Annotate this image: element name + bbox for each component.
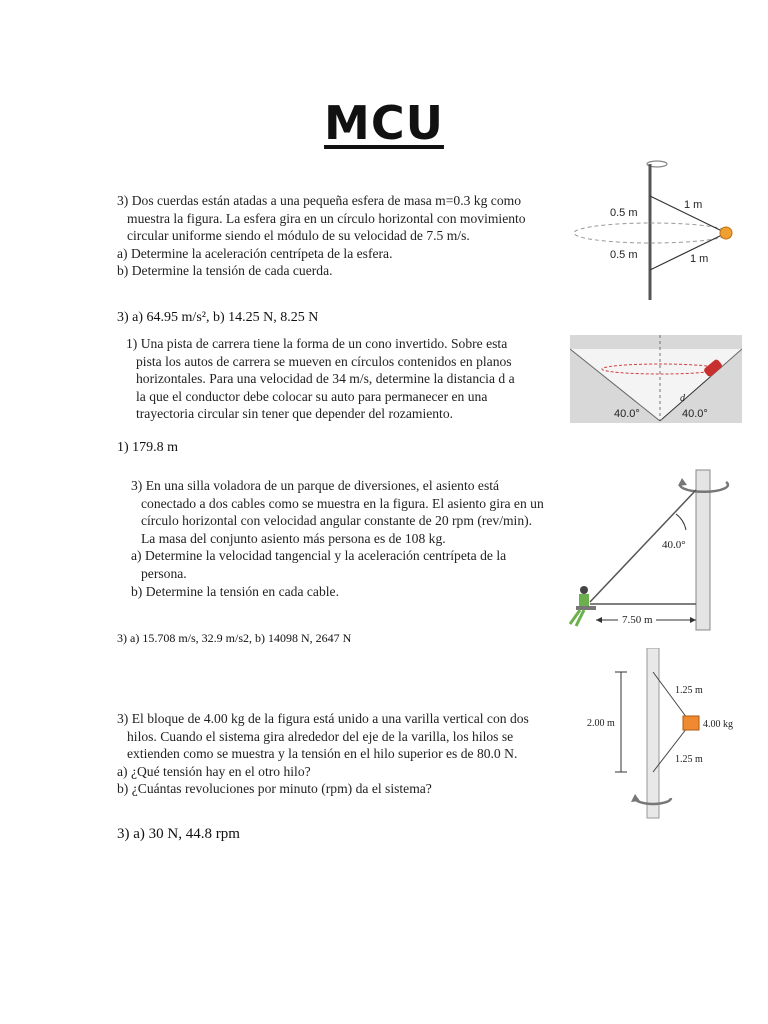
- vertical-rod: [647, 648, 659, 818]
- problem-1-answer: 3) a) 64.95 m/s², b) 14.25 N, 8.25 N: [117, 310, 319, 325]
- label-bottom-rope: 1 m: [690, 253, 709, 265]
- problem-2-statement: [126, 335, 566, 423]
- seated-person-icon: [570, 586, 596, 626]
- statement-line: 3) En una silla voladora de un parque de diversiones, el asiento está: [131, 478, 500, 493]
- label-angle-right: 40.0°: [682, 408, 708, 420]
- statement-line: horizontales. Para una velocidad de 34 m/s, determine la distancia d a: [136, 371, 515, 387]
- problem-2-answer: 1) 179.8 m: [117, 440, 179, 455]
- statement-line: hilos. Cuando el sistema gira alrededor del eje de la varilla, los hilos se: [127, 728, 514, 744]
- rotation-arrowhead-icon: [631, 794, 640, 802]
- problem-1-statement: [117, 192, 572, 280]
- bottom-rope: [650, 234, 724, 270]
- statement-line: a) ¿Qué tensión hay en el otro hilo?: [117, 763, 311, 779]
- arrowhead-right-icon: [690, 617, 696, 623]
- statement-line: extienden como se muestra y la tensión en el hilo superior es de 80.0 N.: [127, 746, 518, 762]
- statement-line: conectado a dos cables como se muestra en la figura. El asiento gira en un: [141, 495, 544, 511]
- problem-4-answer: 3) a) 30 N, 44.8 rpm: [117, 826, 240, 842]
- statement-line: muestra la figura. La esfera gira en un círculo horizontal con movimiento: [127, 210, 526, 226]
- statement-line: b) Determine la tensión de cada cuerda.: [117, 263, 333, 279]
- label-height: 2.00 m: [587, 718, 615, 729]
- statement-line: persona.: [141, 565, 187, 581]
- problem-3-figure: [560, 466, 740, 632]
- problem-4-figure: [585, 648, 745, 820]
- rotation-arrowhead-icon: [678, 478, 687, 486]
- label-bottom-string: 1.25 m: [675, 754, 703, 765]
- orbit-circle: [574, 223, 730, 243]
- statement-line: 1) Una pista de carrera tiene la forma de un cono invertido. Sobre esta: [126, 336, 508, 351]
- label-angle: 40.0°: [662, 539, 686, 551]
- label-angle-left: 40.0°: [614, 408, 640, 420]
- problem-2-figure: [570, 335, 742, 423]
- statement-line: b) ¿Cuántas revoluciones por minuto (rpm) da el sistema?: [117, 781, 432, 797]
- problem-3-answer: 3) a) 15.708 m/s, 32.9 m/s2, b) 14098 N, 2647 N: [117, 631, 352, 645]
- label-distance: 7.50 m: [622, 614, 653, 626]
- arrowhead-left-icon: [596, 617, 602, 623]
- vertical-pole: [696, 470, 710, 630]
- page-title: MCU: [324, 96, 444, 150]
- label-mass: 4.00 kg: [703, 719, 733, 730]
- statement-line: 3) El bloque de 4.00 kg de la figura está unido a una varilla vertical con dos: [117, 711, 529, 726]
- label-top-string: 1.25 m: [675, 685, 703, 696]
- sphere: [720, 227, 732, 239]
- label-top-height: 0.5 m: [610, 207, 638, 219]
- statement-line: La masa del conjunto asiento más persona es de 108 kg.: [141, 530, 446, 546]
- problem-1-figure: [572, 156, 742, 302]
- label-bottom-height: 0.5 m: [610, 249, 638, 261]
- statement-line: trayectoria circular sin tener que depender del rozamiento.: [136, 406, 454, 422]
- statement-line: a) Determine la aceleración centrípeta de la esfera.: [117, 245, 393, 261]
- angle-arc: [676, 514, 686, 530]
- statement-line: b) Determine la tensión en cada cable.: [131, 583, 339, 599]
- statement-line: círculo horizontal con velocidad angular constante de 20 rpm (rev/min).: [141, 513, 533, 529]
- statement-line: la que el conductor debe colocar su auto para permanecer en una: [136, 388, 488, 404]
- statement-line: circular uniforme siendo el módulo de su velocidad de 7.5 m/s.: [127, 228, 470, 244]
- label-d: d: [680, 393, 685, 404]
- statement-line: 3) Dos cuerdas están atadas a una pequeña esfera de masa m=0.3 kg como: [117, 193, 521, 208]
- problem-3-statement: [131, 477, 561, 600]
- statement-line: pista los autos de carrera se mueven en círculos contenidos en planos: [136, 353, 512, 369]
- label-top-rope: 1 m: [684, 199, 703, 211]
- block: [683, 716, 699, 730]
- statement-line: a) Determine la velocidad tangencial y la aceleración centrípeta de la: [131, 548, 507, 564]
- problem-4-statement: [117, 710, 577, 798]
